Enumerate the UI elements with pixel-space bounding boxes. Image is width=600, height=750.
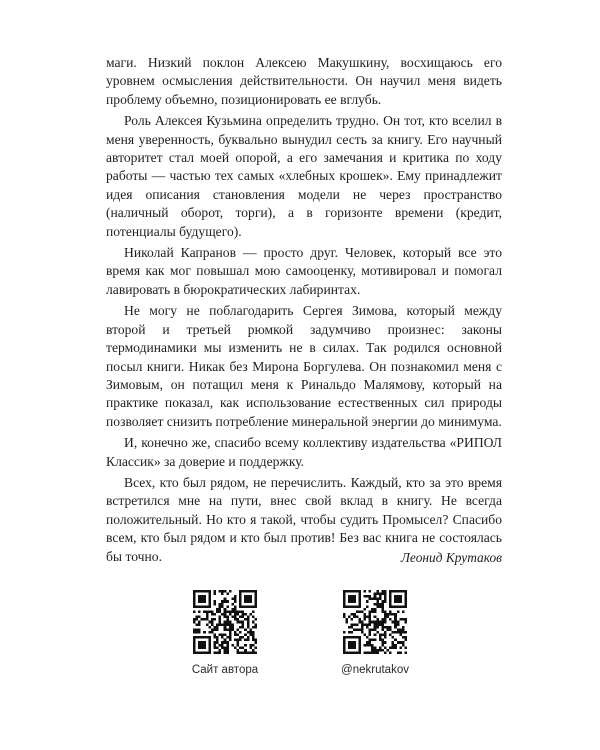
paragraph-2: Роль Алексея Кузьмина определить трудно. Он тот, кто вселил в меня уверенность, буквально вынудил сесть за книгу. Его научный авторитет стал моей опорой, а его замечания и критика по ходу работы — частью тех самых «хлебных крошек». Ему принадлежит идея описания становления модели не через пространство (наличный оборот, торги), а в горизонте времени (кредит, потенциалы будущего).: [106, 113, 502, 239]
qr-caption: Сайт автора: [191, 664, 259, 676]
qr-social-handle[interactable]: [320, 590, 430, 676]
qr-author-site[interactable]: [170, 590, 280, 676]
body-text: [106, 54, 502, 569]
qr-code-icon: [343, 590, 407, 654]
qr-caption: @nekrutakov: [341, 664, 409, 676]
paragraph-4: Не могу не поблагодарить Сергея Зимова, который между второй и третьей рюмкой задумчиво произнес: законы термодинамики мы изменить не в силах. Так родился основной посыл книги. Никак без Мирона Боргулева. Он познакомил меня с Зимовым, он потащил меня к Ринальдо Малямову, который на практике показал, как использование естественных сил природы позволяет снизить потребление минеральной энергии до минимума.: [106, 303, 502, 429]
author-signature: Леонид Крутаков: [400, 550, 502, 565]
qr-code-icon: [193, 590, 257, 654]
paragraph-6: Всех, кто был рядом, не перечислить. Каждый, кто за это время встретился мне на пути, внес свой вклад в книгу. Не всегда положительный. Но кто я такой, чтобы судить Промысел? Спасибо всем, кто был рядом и кто был против! Без вас книга не состоялась бы точно.: [106, 474, 502, 564]
paragraph-1: маги. Низкий поклон Алексею Макушкину, восхищаюсь его уровнем осмысления действительности. Он научил меня видеть проблему объемно, позиционировать ее вглубь.: [106, 55, 502, 107]
paragraph-3: Николай Капранов — просто друг. Человек, который все это время как мог повышал мою самооценку, мотивировал и помогал лавировать в бюрократических лабиринтах.: [106, 245, 502, 297]
paragraph-5: И, конечно же, спасибо всему коллективу издательства «РИПОЛ Классик» за доверие и поддержку.: [106, 435, 502, 469]
